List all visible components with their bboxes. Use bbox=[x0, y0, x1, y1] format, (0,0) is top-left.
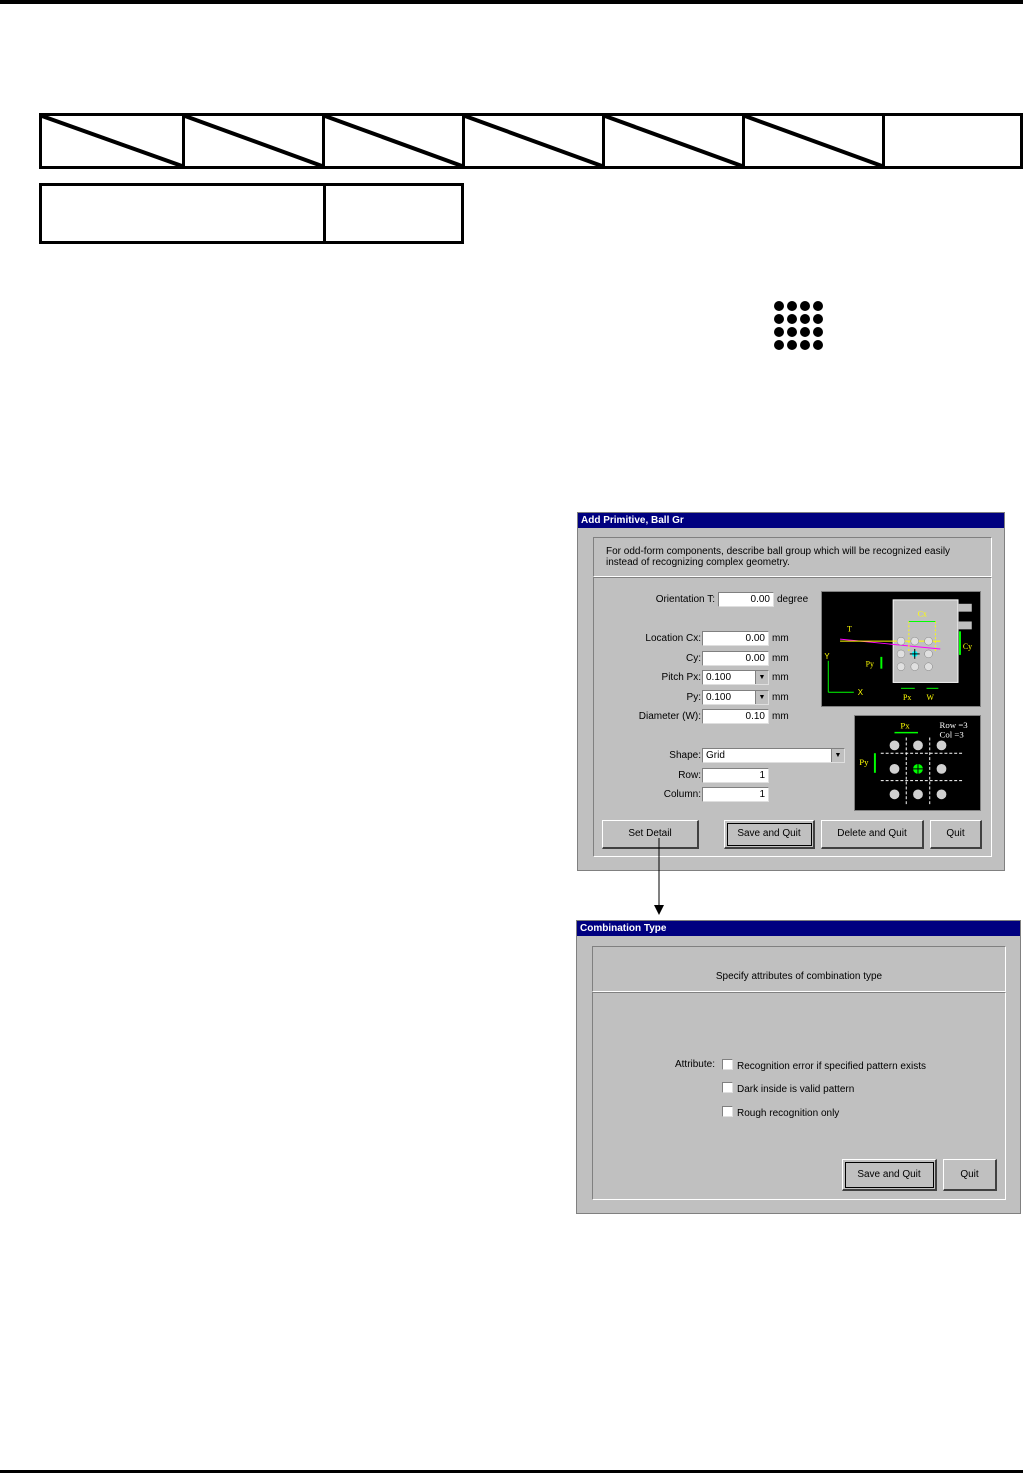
pitch-px-unit: mm bbox=[772, 672, 789, 683]
chevron-down-icon[interactable]: ▼ bbox=[755, 671, 768, 684]
delete-and-quit-button[interactable]: Delete and Quit bbox=[821, 820, 924, 849]
description-box bbox=[592, 946, 1006, 992]
py-label: Py: bbox=[686, 692, 701, 703]
dialog-title: Combination Type bbox=[577, 921, 1020, 936]
row-input[interactable]: 1 bbox=[702, 768, 769, 783]
checkbox[interactable] bbox=[722, 1082, 733, 1093]
py-diagram-label: Py bbox=[865, 659, 874, 669]
header-cell bbox=[185, 116, 325, 166]
header-table-row-1 bbox=[39, 113, 1023, 169]
dialog-title: Add Primitive, Ball Gr bbox=[578, 513, 1004, 528]
pitch-px-value: 0.100 bbox=[706, 672, 732, 683]
quit-button[interactable]: Quit bbox=[943, 1159, 997, 1191]
location-cx-unit: mm bbox=[772, 633, 789, 644]
header-cell bbox=[42, 116, 185, 166]
quit-button[interactable]: Quit bbox=[930, 820, 982, 849]
checkbox-rough-recognition[interactable] bbox=[722, 1106, 839, 1119]
checkbox[interactable] bbox=[722, 1059, 733, 1070]
py-unit: mm bbox=[772, 692, 789, 703]
x-axis-label: X bbox=[857, 688, 864, 698]
description-text: For odd-form components, describe ball group which will be recognized easily instead of recognizing complex geometry. bbox=[606, 546, 951, 568]
cy-label: Cy: bbox=[686, 653, 701, 664]
orientation-input[interactable]: 0.00 bbox=[718, 592, 774, 607]
save-and-quit-button[interactable]: Save and Quit bbox=[842, 1159, 937, 1191]
shape-select[interactable] bbox=[702, 748, 845, 763]
attribute-label: Attribute: bbox=[674, 1059, 715, 1070]
grid-px-label: Px bbox=[900, 720, 910, 731]
geometry-diagram bbox=[821, 591, 981, 707]
combination-type-dialog bbox=[576, 920, 1021, 1214]
shape-label: Shape: bbox=[669, 750, 701, 761]
diameter-label: Diameter (W): bbox=[638, 711, 701, 722]
add-primitive-ball-dialog bbox=[577, 512, 1005, 871]
pitch-px-select[interactable] bbox=[702, 670, 769, 685]
pitch-px-label: Pitch Px: bbox=[661, 672, 701, 683]
header-cell bbox=[745, 116, 885, 166]
header-cell bbox=[326, 186, 461, 241]
checkbox-recognition-error[interactable] bbox=[722, 1059, 926, 1072]
column-label: Column: bbox=[663, 789, 701, 800]
header-cell bbox=[325, 116, 465, 166]
row-label: Row: bbox=[678, 770, 701, 781]
set-detail-button[interactable]: Set Detail bbox=[602, 820, 699, 849]
checkbox-label: Recognition error if specified pattern exists bbox=[737, 1061, 926, 1072]
orientation-label: Orientation T: bbox=[655, 594, 715, 605]
grid-row-label: Row =3 bbox=[939, 719, 968, 730]
column-input[interactable]: 1 bbox=[702, 787, 769, 802]
diameter-unit: mm bbox=[772, 711, 789, 722]
location-cx-input[interactable]: 0.00 bbox=[702, 631, 769, 646]
w-diagram-label: W bbox=[926, 693, 934, 703]
shape-value: Grid bbox=[706, 750, 725, 761]
grid-col-label: Col =3 bbox=[939, 729, 964, 740]
location-cx-label: Location Cx: bbox=[645, 633, 701, 644]
description-box bbox=[593, 537, 992, 577]
cy-unit: mm bbox=[772, 653, 789, 664]
chevron-down-icon[interactable]: ▼ bbox=[831, 749, 844, 762]
orientation-unit: degree bbox=[777, 594, 809, 605]
px-diagram-label: Px bbox=[902, 693, 912, 703]
header-cell bbox=[42, 186, 326, 241]
header-table-row-2 bbox=[39, 183, 464, 244]
cx-label: Cx bbox=[917, 609, 927, 619]
header-cell bbox=[605, 116, 745, 166]
description-text: Specify attributes of combination type bbox=[715, 971, 883, 982]
checkbox-label: Dark inside is valid pattern bbox=[737, 1084, 855, 1095]
top-rule bbox=[0, 0, 1023, 4]
checkbox[interactable] bbox=[722, 1106, 733, 1117]
save-and-quit-button[interactable]: Save and Quit bbox=[724, 820, 815, 849]
header-cell bbox=[465, 116, 605, 166]
bottom-rule bbox=[0, 1470, 1023, 1473]
py-select[interactable] bbox=[702, 690, 769, 705]
cy-input[interactable]: 0.00 bbox=[702, 651, 769, 666]
grid-diagram bbox=[854, 715, 981, 811]
y-axis-label: Y bbox=[824, 651, 830, 661]
cy-diagram-label: Cy bbox=[962, 642, 973, 651]
diameter-input[interactable]: 0.10 bbox=[702, 709, 769, 724]
py-value: 0.100 bbox=[706, 692, 732, 703]
grid-py-label: Py bbox=[859, 756, 869, 767]
chevron-down-icon[interactable]: ▼ bbox=[755, 691, 768, 704]
checkbox-label: Rough recognition only bbox=[737, 1108, 840, 1119]
ball-grid-icon bbox=[772, 299, 828, 355]
header-cell bbox=[885, 116, 1020, 166]
t-label: T bbox=[846, 624, 852, 634]
checkbox-dark-inside[interactable] bbox=[722, 1082, 854, 1095]
